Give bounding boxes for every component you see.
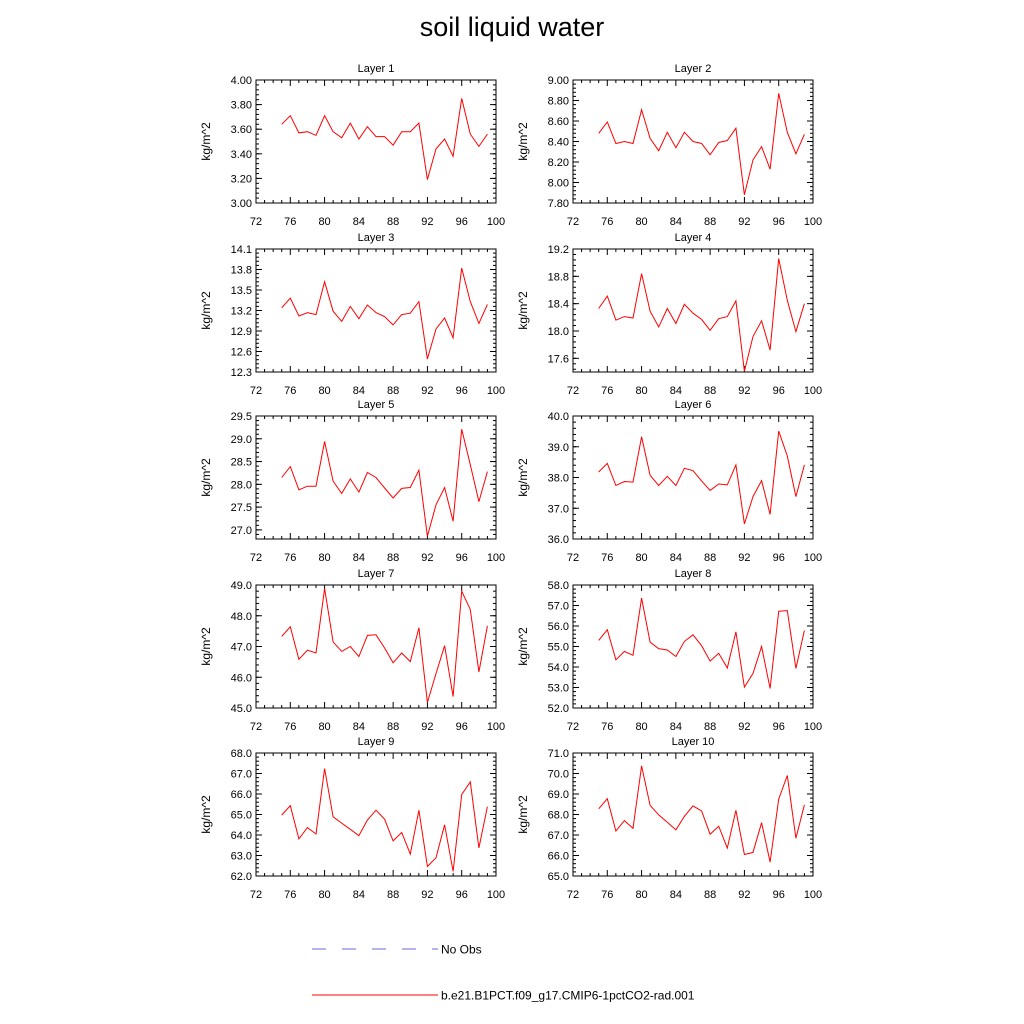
x-tick-label: 96 — [772, 216, 785, 228]
legend — [312, 943, 695, 1003]
y-tick-label: 48.0 — [230, 610, 252, 623]
panel-title: Layer 5 — [357, 399, 395, 411]
panel-title: Layer 4 — [674, 232, 712, 244]
y-tick-label: 9.00 — [547, 75, 569, 87]
plot-frame — [256, 80, 496, 203]
y-tick-label: 28.0 — [230, 479, 252, 492]
panel-title: Layer 10 — [671, 736, 715, 748]
y-tick-label: 8.40 — [547, 136, 569, 149]
y-tick-label: 8.00 — [547, 177, 569, 190]
y-tick-label: 65.0 — [547, 871, 569, 883]
y-axis-label: kg/m^2 — [199, 122, 213, 161]
x-tick-label: 72 — [249, 552, 263, 564]
figure-title: soil liquid water — [419, 12, 605, 42]
y-tick-label: 65.0 — [230, 809, 252, 822]
y-tick-label: 58.0 — [547, 580, 569, 592]
series-line — [282, 588, 488, 702]
y-tick-label: 47.0 — [230, 641, 252, 654]
x-tick-label: 96 — [772, 385, 785, 397]
y-tick-label: 8.20 — [547, 157, 569, 169]
panel-title: Layer 6 — [674, 399, 712, 411]
chart-panel-layer-1 — [199, 63, 505, 228]
x-tick-label: 72 — [566, 889, 580, 901]
plot-frame — [573, 416, 813, 539]
x-tick-label: 80 — [635, 385, 648, 397]
y-axis-label: kg/m^2 — [516, 291, 530, 330]
chart-panel-layer-8 — [516, 568, 822, 733]
x-tick-label: 100 — [803, 385, 823, 397]
panel-title: Layer 1 — [357, 63, 395, 75]
series-line — [599, 766, 805, 862]
x-tick-label: 72 — [249, 721, 263, 733]
x-tick-label: 92 — [421, 216, 434, 228]
y-tick-label: 18.8 — [547, 271, 569, 284]
y-tick-label: 54.0 — [547, 662, 569, 674]
y-tick-label: 46.0 — [230, 672, 252, 685]
x-tick-label: 72 — [249, 385, 263, 397]
x-tick-label: 76 — [284, 721, 297, 733]
series-line — [282, 769, 488, 872]
y-axis-label: kg/m^2 — [199, 627, 213, 666]
x-tick-label: 96 — [772, 552, 785, 564]
chart-panel-layer-7 — [199, 568, 505, 733]
x-tick-label: 92 — [738, 721, 751, 733]
x-tick-label: 84 — [669, 889, 682, 901]
y-tick-label: 18.0 — [547, 326, 569, 338]
y-tick-label: 3.80 — [230, 99, 252, 112]
y-tick-label: 69.0 — [547, 789, 569, 801]
y-tick-label: 12.6 — [230, 346, 252, 359]
x-tick-label: 80 — [635, 552, 648, 564]
panel-title: Layer 9 — [357, 736, 395, 748]
legend-label-model-run: b.e21.B1PCT.f09_g17.CMIP6-1pctCO2-rad.001 — [441, 988, 695, 1003]
x-tick-label: 84 — [352, 721, 365, 733]
series-line — [282, 268, 488, 359]
x-tick-label: 96 — [455, 889, 468, 901]
x-tick-label: 88 — [387, 889, 400, 901]
x-tick-label: 88 — [704, 721, 717, 733]
panels-group — [199, 63, 822, 901]
x-tick-label: 84 — [352, 216, 365, 228]
y-tick-label: 62.0 — [230, 871, 252, 883]
x-tick-label: 100 — [803, 216, 823, 228]
plot-frame — [256, 753, 496, 876]
x-tick-label: 96 — [455, 216, 468, 228]
y-axis-label: kg/m^2 — [516, 627, 530, 666]
y-tick-label: 68.0 — [230, 748, 252, 760]
x-tick-label: 76 — [601, 216, 614, 228]
y-tick-label: 63.0 — [230, 850, 252, 863]
y-tick-label: 68.0 — [547, 809, 569, 822]
y-tick-label: 37.0 — [547, 503, 569, 516]
y-tick-label: 3.20 — [230, 173, 252, 186]
x-tick-label: 72 — [249, 216, 263, 228]
panel-title: Layer 7 — [357, 568, 395, 580]
legend-label-no-obs: No Obs — [441, 942, 482, 957]
y-tick-label: 12.3 — [230, 367, 252, 379]
x-tick-label: 72 — [249, 889, 263, 901]
x-tick-label: 100 — [486, 721, 506, 733]
plot-frame — [573, 249, 813, 372]
x-tick-label: 100 — [803, 721, 823, 733]
series-line — [599, 598, 805, 688]
panel-title: Layer 8 — [674, 568, 712, 580]
x-tick-label: 76 — [284, 385, 297, 397]
x-tick-label: 96 — [455, 552, 468, 564]
y-tick-label: 13.8 — [230, 264, 252, 277]
x-tick-label: 88 — [387, 385, 400, 397]
x-tick-label: 72 — [566, 216, 580, 228]
x-tick-label: 72 — [566, 552, 580, 564]
x-tick-label: 100 — [486, 385, 506, 397]
plot-frame — [256, 249, 496, 372]
x-tick-label: 80 — [635, 721, 648, 733]
y-tick-label: 36.0 — [547, 534, 569, 546]
y-tick-label: 3.40 — [230, 148, 252, 161]
y-axis-label: kg/m^2 — [199, 291, 213, 330]
chart-panel-layer-9 — [199, 736, 505, 901]
x-tick-label: 88 — [387, 721, 400, 733]
y-tick-label: 27.5 — [230, 502, 252, 515]
y-axis-label: kg/m^2 — [516, 458, 530, 497]
y-axis-label: kg/m^2 — [199, 458, 213, 497]
y-tick-label: 27.0 — [230, 524, 252, 537]
x-tick-label: 100 — [803, 889, 823, 901]
x-tick-label: 88 — [704, 889, 717, 901]
x-tick-label: 84 — [669, 721, 682, 733]
x-tick-label: 88 — [704, 552, 717, 564]
y-tick-label: 67.0 — [230, 768, 252, 781]
x-tick-label: 100 — [486, 889, 506, 901]
y-tick-label: 3.60 — [230, 124, 252, 137]
y-tick-label: 14.1 — [230, 244, 252, 256]
y-tick-label: 29.5 — [230, 411, 252, 423]
y-tick-label: 4.00 — [230, 75, 252, 87]
panel-title: Layer 2 — [674, 63, 712, 75]
y-tick-label: 71.0 — [547, 748, 569, 760]
y-tick-label: 7.80 — [547, 198, 569, 210]
x-tick-label: 76 — [601, 889, 614, 901]
y-tick-label: 66.0 — [230, 789, 252, 801]
x-tick-label: 80 — [318, 216, 331, 228]
y-tick-label: 66.0 — [547, 850, 569, 863]
x-tick-label: 84 — [352, 889, 365, 901]
chart-panel-layer-3 — [199, 232, 505, 397]
chart-panel-layer-10 — [516, 736, 822, 901]
x-tick-label: 84 — [669, 216, 682, 228]
y-tick-label: 67.0 — [547, 830, 569, 842]
y-tick-label: 45.0 — [230, 703, 252, 715]
x-tick-label: 72 — [566, 721, 580, 733]
y-tick-label: 28.5 — [230, 456, 252, 469]
y-tick-label: 3.00 — [230, 198, 252, 210]
plot-frame — [256, 585, 496, 708]
x-tick-label: 96 — [772, 889, 785, 901]
x-tick-label: 76 — [284, 216, 297, 228]
x-tick-label: 96 — [455, 385, 468, 397]
y-tick-label: 19.2 — [547, 244, 569, 256]
y-tick-label: 55.0 — [547, 641, 569, 654]
y-tick-label: 12.9 — [230, 326, 252, 338]
series-line — [282, 429, 488, 536]
x-tick-label: 84 — [352, 385, 365, 397]
y-tick-label: 8.60 — [547, 116, 569, 128]
x-tick-label: 88 — [387, 216, 400, 228]
x-tick-label: 80 — [635, 889, 648, 901]
x-tick-label: 100 — [486, 552, 506, 564]
y-axis-label: kg/m^2 — [516, 122, 530, 161]
y-tick-label: 13.5 — [230, 285, 252, 297]
y-tick-label: 64.0 — [230, 830, 252, 842]
x-tick-label: 92 — [738, 552, 751, 564]
x-tick-label: 92 — [421, 721, 434, 733]
series-line — [599, 431, 805, 524]
chart-panel-layer-2 — [516, 63, 822, 228]
chart-panel-layer-4 — [516, 232, 822, 397]
x-tick-label: 80 — [318, 889, 331, 901]
y-tick-label: 38.0 — [547, 472, 569, 485]
x-tick-label: 76 — [601, 721, 614, 733]
x-tick-label: 92 — [738, 385, 751, 397]
x-tick-label: 72 — [566, 385, 580, 397]
y-tick-label: 13.2 — [230, 305, 252, 318]
x-tick-label: 92 — [421, 385, 434, 397]
series-line — [599, 259, 805, 372]
x-tick-label: 92 — [738, 889, 751, 901]
y-tick-label: 56.0 — [547, 621, 569, 633]
x-tick-label: 80 — [318, 385, 331, 397]
y-tick-label: 57.0 — [547, 600, 569, 613]
x-tick-label: 88 — [387, 552, 400, 564]
y-tick-label: 49.0 — [230, 580, 252, 592]
x-tick-label: 88 — [704, 385, 717, 397]
x-tick-label: 76 — [601, 385, 614, 397]
series-line — [599, 93, 805, 195]
y-tick-label: 53.0 — [547, 682, 569, 695]
x-tick-label: 84 — [352, 552, 365, 564]
y-tick-label: 8.80 — [547, 95, 569, 108]
y-tick-label: 52.0 — [547, 703, 569, 715]
y-tick-label: 40.0 — [547, 411, 569, 423]
x-tick-label: 80 — [318, 552, 331, 564]
y-tick-label: 29.0 — [230, 433, 252, 446]
y-axis-label: kg/m^2 — [516, 795, 530, 834]
y-tick-label: 39.0 — [547, 441, 569, 454]
x-tick-label: 92 — [421, 552, 434, 564]
chart-panel-layer-6 — [516, 399, 822, 564]
x-tick-label: 92 — [738, 216, 751, 228]
x-tick-label: 76 — [284, 552, 297, 564]
x-tick-label: 92 — [421, 889, 434, 901]
x-tick-label: 100 — [486, 216, 506, 228]
panel-title: Layer 3 — [357, 232, 395, 244]
y-tick-label: 18.4 — [547, 298, 569, 311]
plot-frame — [573, 585, 813, 708]
x-tick-label: 76 — [601, 552, 614, 564]
x-tick-label: 84 — [669, 385, 682, 397]
x-tick-label: 84 — [669, 552, 682, 564]
x-tick-label: 80 — [635, 216, 648, 228]
x-tick-label: 100 — [803, 552, 823, 564]
series-line — [282, 98, 488, 179]
x-tick-label: 76 — [284, 889, 297, 901]
x-tick-label: 88 — [704, 216, 717, 228]
y-tick-label: 70.0 — [547, 768, 569, 781]
x-tick-label: 96 — [772, 721, 785, 733]
y-axis-label: kg/m^2 — [199, 795, 213, 834]
x-tick-label: 96 — [455, 721, 468, 733]
y-tick-label: 17.6 — [547, 353, 569, 366]
x-tick-label: 80 — [318, 721, 331, 733]
chart-panel-layer-5 — [199, 399, 505, 564]
